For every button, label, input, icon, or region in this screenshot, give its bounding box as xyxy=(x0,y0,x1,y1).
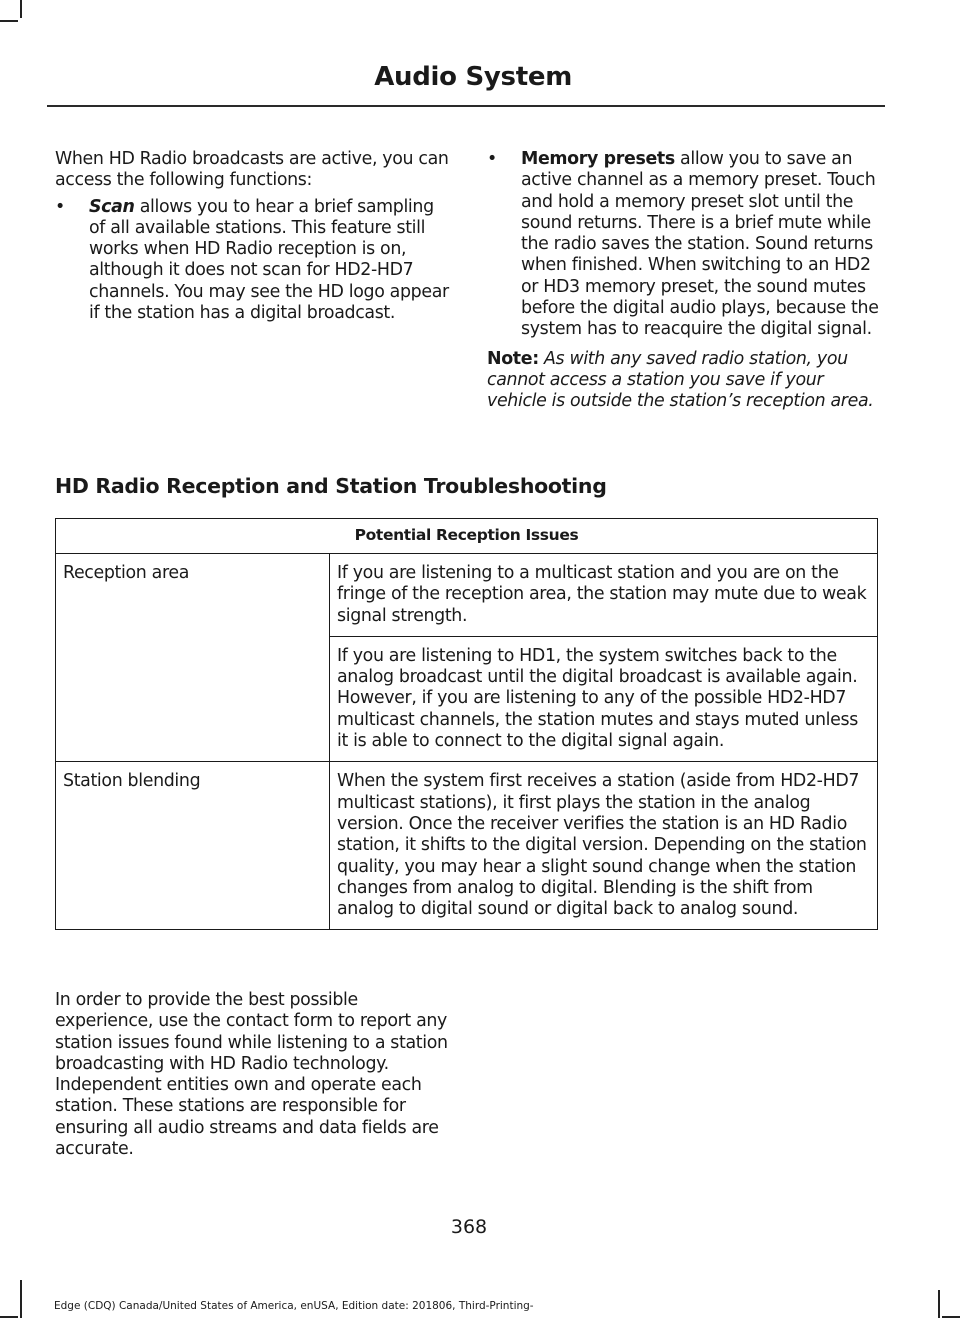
presets-description: allow you to save an active channel as a memory preset. Touch and hold a memory preset slot until the sound returns. There is a brief mute while the radio saves the station. Sound returns when finished. When switching to an HD2 or HD3 memory preset, the sound mutes before the digital audio plays, because the system has to reacquire the digital signal. xyxy=(521,149,879,340)
table-row xyxy=(56,762,878,930)
table-row xyxy=(56,554,878,637)
crop-mark-bottom-left-v xyxy=(20,1280,22,1318)
left-column xyxy=(55,149,453,324)
scan-description: allows you to hear a brief sampling of all available stations. This feature still works when HD Radio reception is on, although it does not scan for HD2-HD7 channels. You may see the HD logo appear if the station has a digital broadcast. xyxy=(89,196,449,324)
bullet-dot: • xyxy=(55,196,65,217)
bullet-scan xyxy=(55,197,453,325)
page-title: Audio System xyxy=(374,62,572,92)
bullet-dot: • xyxy=(487,149,497,169)
reception-issues-table xyxy=(55,518,878,930)
crop-mark-bottom-right xyxy=(942,1316,960,1318)
note-label: Note: xyxy=(487,348,539,369)
note-paragraph xyxy=(487,349,880,413)
closing-paragraph: In order to provide the best possible experience, use the contact form to report any station issues found while listening to a station broadcasting with HD Radio technology. Independent entities own and operate each station. These stations are responsible for ensuring all audio streams and data fields are accurate. xyxy=(55,990,448,1160)
table-title: Potential Reception Issues xyxy=(56,519,878,554)
row-text: If you are listening to HD1, the system switches back to the analog broadcast until the digital broadcast is available again. However, if you are listening to any of the possible HD2-HD7 multicast channels, the station mutes and stays muted unless it is able to connect to the digital signal again. xyxy=(330,636,878,761)
row-text: If you are listening to a multicast station and you are on the fringe of the reception area, the station may mute due to weak signal strength. xyxy=(330,554,878,637)
crop-mark-top-left-v xyxy=(20,0,22,18)
row-label: Station blending xyxy=(56,762,330,930)
term-scan: Scan xyxy=(89,196,135,217)
header-divider xyxy=(47,105,885,107)
intro-paragraph: When HD Radio broadcasts are active, you can access the following functions: xyxy=(55,149,449,191)
bullet-memory-presets xyxy=(487,149,880,341)
right-column xyxy=(487,149,880,413)
crop-mark-bottom-left xyxy=(0,1316,18,1318)
row-text: When the system first receives a station (aside from HD2-HD7 multicast stations), it first plays the station in the analog version. Once the receiver verifies the station is an HD Radio station, it shifts to the digital version. Depending on the station quality, you may hear a slight sound change when the station changes from analog to digital. Blending is the shift from analog to digital sound or digital back to analog sound. xyxy=(330,762,878,930)
row-label: Reception area xyxy=(56,554,330,762)
table-header-row xyxy=(56,519,878,554)
page-number: 368 xyxy=(450,1216,488,1238)
note-text: As with any saved radio station, you cannot access a station you save if your vehicle is outside the station’s reception area. xyxy=(487,348,874,412)
crop-mark-bottom-right-v xyxy=(938,1290,940,1318)
section-heading: HD Radio Reception and Station Troubleshooting xyxy=(55,474,607,498)
crop-mark-top-left xyxy=(0,20,18,22)
term-memory-presets: Memory presets xyxy=(521,149,675,169)
footer-edition-info: Edge (CDQ) Canada/United States of America, enUSA, Edition date: 201806, Third-Printing- xyxy=(54,1300,534,1312)
